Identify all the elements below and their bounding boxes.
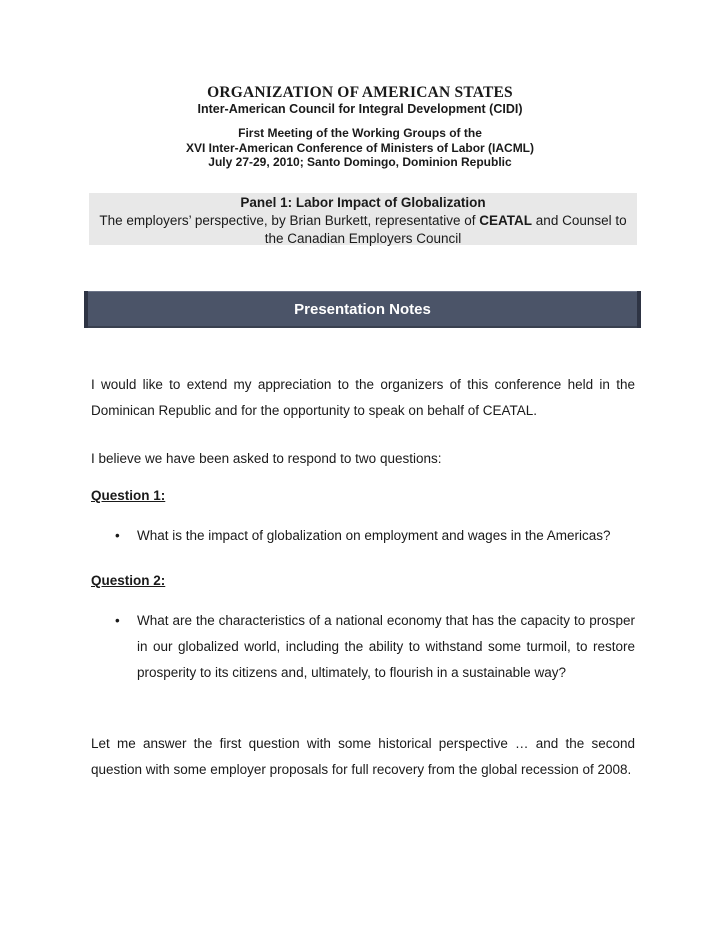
meeting-info — [0, 126, 720, 170]
section-title-bar: Presentation Notes — [84, 291, 641, 328]
panel-desc-rest: and Counsel to the Canadian Employers Council — [264, 213, 627, 246]
panel-desc-ceatal: CEATAL — [479, 213, 533, 228]
paragraph-intro: I would like to extend my appreciation to the organizers of this conference held in the Dominican Republic and for the opportunity to speak on behalf of CEATAL. — [91, 377, 635, 418]
panel-desc-text: The employers’ perspective, by Brian Burkett, representative of — [99, 213, 480, 228]
question-2-text: What are the characteristics of a national economy that has the capacity to prosper in our globalized world, including the ability to withstand some turmoil, to restore prosperity to its citizens and, ultimately, to flourish in a sustainable way? — [137, 613, 635, 680]
question-1-heading: Question 1: — [91, 488, 166, 503]
paragraph-closing: Let me answer the first question with some historical perspective … and the second question with some employer proposals for full recovery from the global recession of 2008. — [91, 736, 635, 777]
bullet-icon: • — [115, 528, 120, 543]
bullet-icon: • — [115, 613, 120, 628]
meeting-line-3: July 27-29, 2010; Santo Domingo, Dominion Republic — [208, 155, 512, 169]
organization-title: ORGANIZATION OF AMERICAN STATES — [207, 84, 513, 101]
question-2-heading: Question 2: — [91, 573, 166, 588]
paragraph-questions: I believe we have been asked to respond to two questions: — [91, 451, 442, 466]
question-1-text: What is the impact of globalization on employment and wages in the Americas? — [137, 528, 611, 543]
council-subtitle: Inter-American Council for Integral Development (CIDI) — [197, 102, 523, 116]
panel-info-box — [89, 193, 637, 245]
meeting-line-2: XVI Inter-American Conference of Ministers of Labor (IACML) — [185, 140, 535, 155]
meeting-line-1: First Meeting of the Working Groups of the — [238, 126, 482, 140]
panel-title: Panel 1: Labor Impact of Globalization — [240, 195, 486, 210]
panel-description — [89, 212, 637, 248]
